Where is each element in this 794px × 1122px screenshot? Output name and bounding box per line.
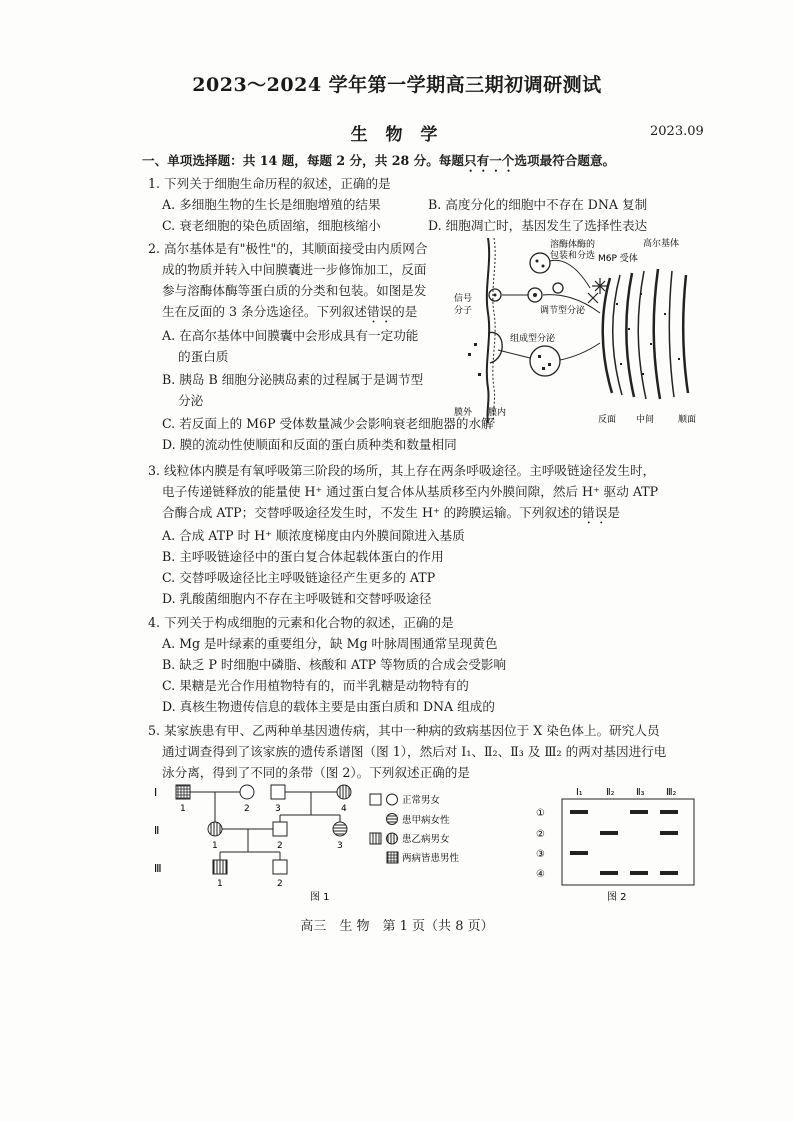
pedigree-iii2 <box>273 860 287 874</box>
secretion-pocket <box>488 332 502 363</box>
num-i4: 4 <box>341 804 347 814</box>
label-golgi: 高尔基体 <box>643 239 680 249</box>
band-r1-iii2 <box>660 810 678 814</box>
q3-option-d: D. 乳酸菌细胞内不存在主呼吸链和交替呼吸途径 <box>162 591 432 606</box>
golgi-cisterna-trans-2 <box>613 275 622 395</box>
pedigree-ii3 <box>333 822 347 836</box>
q3-stem-2: 电子传递链释放的能量使 H⁺ 通过蛋白复合体从基质移至内外膜间隙，然后 H⁺ 驱动 ATP <box>162 484 659 499</box>
row-label-1: ① <box>536 808 545 819</box>
legend-normal-female <box>387 794 398 805</box>
legend-normal: 正常男女 <box>402 795 441 806</box>
label-constitutive: 组成型分泌 <box>510 334 556 344</box>
band-r2-ii2 <box>600 831 618 835</box>
q4-option-a: A. Mg 是叶绿素的重要组分，缺 Mg 叶脉周围通常呈现黄色 <box>162 636 498 651</box>
band-r2-iii2 <box>660 831 678 835</box>
plasma-membrane-inner <box>493 238 495 423</box>
num-ii3: 3 <box>337 841 343 851</box>
golgi-cisterna-cis <box>654 269 660 399</box>
section-heading: 一、单项选择题：共 14 题，每题 2 分，共 28 分。每题只有一个选项最符合题意。 <box>142 153 616 168</box>
gen-label-iii: Ⅲ <box>154 862 162 875</box>
gen-label-i: Ⅰ <box>154 786 158 799</box>
legend-b-female <box>387 833 398 844</box>
pedigree-ii1 <box>208 822 222 836</box>
num-i1: 1 <box>180 804 186 814</box>
q4-option-d: D. 真核生物遗传信息的载体主要是由蛋白质和 DNA 组成的 <box>162 699 495 714</box>
row-label-2: ② <box>536 829 545 840</box>
num-ii2: 2 <box>277 841 283 851</box>
figure2-caption: 图 2 <box>607 892 627 903</box>
pedigree-iii1 <box>213 860 227 874</box>
q4-option-c: C. 果糖是光合作用植物特有的，而半乳糖是动物特有的 <box>162 678 469 693</box>
q1-option-b: B. 高度分化的细胞中不存在 DNA 复制 <box>428 197 648 212</box>
q1-stem: 1. 下列关于细胞生命历程的叙述，正确的是 <box>148 176 391 191</box>
figure1-caption: 图 1 <box>310 892 330 903</box>
subject-title: 生 物 学 <box>350 125 444 145</box>
col-label-4: Ⅲ₂ <box>666 787 677 798</box>
band-r1-i1 <box>570 810 588 814</box>
electrophoresis-figure <box>530 782 710 907</box>
legend-a-female <box>387 814 398 825</box>
q4-option-b: B. 缺乏 P 时细胞中磷脂、核酸和 ATP 等物质的合成会受影响 <box>162 657 507 672</box>
col-label-1: Ⅰ₁ <box>576 787 583 798</box>
q3-stem-1: 3. 线粒体内膜是有氧呼吸第三阶段的场所，其上存在两条呼吸途径。主呼吸链途径发生时， <box>148 463 656 478</box>
legend-both: 两病皆患男性 <box>402 853 460 864</box>
pedigree-ii2 <box>273 822 287 836</box>
label-trans: 反面 <box>598 415 617 425</box>
row-label-3: ③ <box>536 849 545 860</box>
q3-stem-3: 合酶合成 ATP；交替呼吸途径发生时，不发生 H⁺ 的跨膜运输。下列叙述的错误是 <box>162 505 620 520</box>
q2-option-b-2: 分泌 <box>178 393 204 408</box>
num-i2: 2 <box>244 804 250 814</box>
page-footer: 高三 生 物 第 1 页（共 8 页） <box>300 919 494 934</box>
gel-bands <box>570 810 678 875</box>
q1-option-d: D. 细胞凋亡时，基因发生了选择性表达 <box>428 218 648 233</box>
q3-option-b: B. 主呼吸链途径中的蛋白复合体起载体蛋白的作用 <box>162 549 444 564</box>
pedigree-figure <box>150 782 510 907</box>
label-outside: 膜外 <box>454 408 473 418</box>
legend-both-male <box>387 852 398 863</box>
q2-stem-3: 参与溶酶体酶等蛋白质的分类和包装。如图是发 <box>162 283 427 298</box>
plasma-membrane <box>487 238 489 423</box>
golgi-cisterna-medial-2 <box>638 271 646 399</box>
exam-date: 2023.09 <box>650 124 704 139</box>
golgi-cisterna-cis-2 <box>669 271 674 397</box>
label-signal-2: 分子 <box>454 306 473 316</box>
q4-stem: 4. 下列关于构成细胞的元素和化合物的叙述，正确的是 <box>148 615 454 630</box>
golgi-cisterna-medial <box>626 273 634 397</box>
q5-stem-1: 5. 某家族患有甲、乙两种单基因遗传病，其中一种病的致病基因位于 X 染色体上。研究人员 <box>148 723 660 738</box>
band-r1-ii3 <box>630 810 648 814</box>
q2-option-b-1: B. 胰岛 B 细胞分泌胰岛素的过程属于是调节型 <box>162 372 424 387</box>
constitutive-vesicle <box>530 346 560 376</box>
golgi-cisterna-cis-3 <box>683 275 688 393</box>
regulated-vesicle-2 <box>553 283 563 293</box>
q2-option-a-2: 的蛋白质 <box>178 349 229 364</box>
pedigree-i1 <box>176 785 190 799</box>
q1-option-c: C. 衰老细胞的染色质固缩，细胞核缩小 <box>162 218 381 233</box>
q2-stem-2: 成的物质并转入中间膜囊进一步修饰加工，反面 <box>162 262 427 277</box>
q3-option-c: C. 交替呼吸途径比主呼吸链途径产生更多的 ATP <box>162 570 436 585</box>
band-r3-i1 <box>570 851 588 855</box>
band-r4-ii2 <box>600 871 618 875</box>
golgi-sorting-diagram <box>450 233 725 428</box>
legend-b-male <box>370 833 381 844</box>
label-cis: 顺面 <box>678 415 697 425</box>
q2-option-d: D. 膜的流动性使顺面和反面的蛋白质种类和数量相同 <box>162 437 457 452</box>
num-iii1: 1 <box>217 879 223 889</box>
q5-stem-2: 通过调查得到了该家族的遗传系谱图（图 1），然后对 Ⅰ₁、Ⅱ₂、Ⅱ₃ 及 Ⅲ₂ 的两对基因进行电 <box>162 744 667 759</box>
label-inside: 膜内 <box>488 408 507 418</box>
legend-normal-male <box>370 794 381 805</box>
label-signal-1: 信号 <box>454 294 473 304</box>
band-r4-ii3 <box>630 871 648 875</box>
legend-disease-a: 患甲病女性 <box>402 815 450 826</box>
label-medial: 中间 <box>636 415 655 425</box>
num-iii2: 2 <box>277 879 283 889</box>
col-label-2: Ⅱ₂ <box>606 787 615 798</box>
row-label-4: ④ <box>536 869 545 880</box>
label-lysosome-2: 包装和分选 <box>550 251 596 261</box>
q5-stem-3: 泳分离，得到了不同的条带（图 2）。下列叙述正确的是 <box>162 765 470 780</box>
gen-label-ii: Ⅱ <box>154 824 160 837</box>
lysosome-vesicle <box>530 253 550 273</box>
num-i3: 3 <box>275 804 281 814</box>
legend-disease-b: 患乙病男女 <box>402 834 450 845</box>
label-regulated: 调节型分泌 <box>540 306 586 316</box>
pedigree-i3 <box>271 785 285 799</box>
band-r4-iii2 <box>660 871 678 875</box>
q2-option-c: C. 若反面上的 M6P 受体数量减少会影响衰老细胞器的水解 <box>162 416 494 431</box>
label-lysosome-1: 溶酶体酶的 <box>550 240 596 250</box>
q1-option-a: A. 多细胞生物的生长是细胞增殖的结果 <box>162 197 381 212</box>
pedigree-i4 <box>337 785 351 799</box>
col-label-3: Ⅱ₃ <box>636 787 645 798</box>
golgi-cisterna-trans <box>603 278 612 393</box>
q2-stem-4: 生在反面的 3 条分选途径。下列叙述错误的是 <box>162 304 418 319</box>
q2-option-a-1: A. 在高尔基体中间膜囊中会形成具有一定功能 <box>162 328 419 343</box>
pedigree-i2 <box>240 785 254 799</box>
q3-option-a: A. 合成 ATP 时 H⁺ 顺浓度梯度由内外膜间隙进入基质 <box>162 528 465 543</box>
page-title: 2023～2024 学年第一学期高三期初调研测试 <box>192 74 602 96</box>
num-ii1: 1 <box>212 841 218 851</box>
label-m6p: M6P 受体 <box>598 254 638 264</box>
q2-stem-1: 2. 高尔基体是有"极性"的，其顺面接受由内质网合 <box>148 241 428 256</box>
